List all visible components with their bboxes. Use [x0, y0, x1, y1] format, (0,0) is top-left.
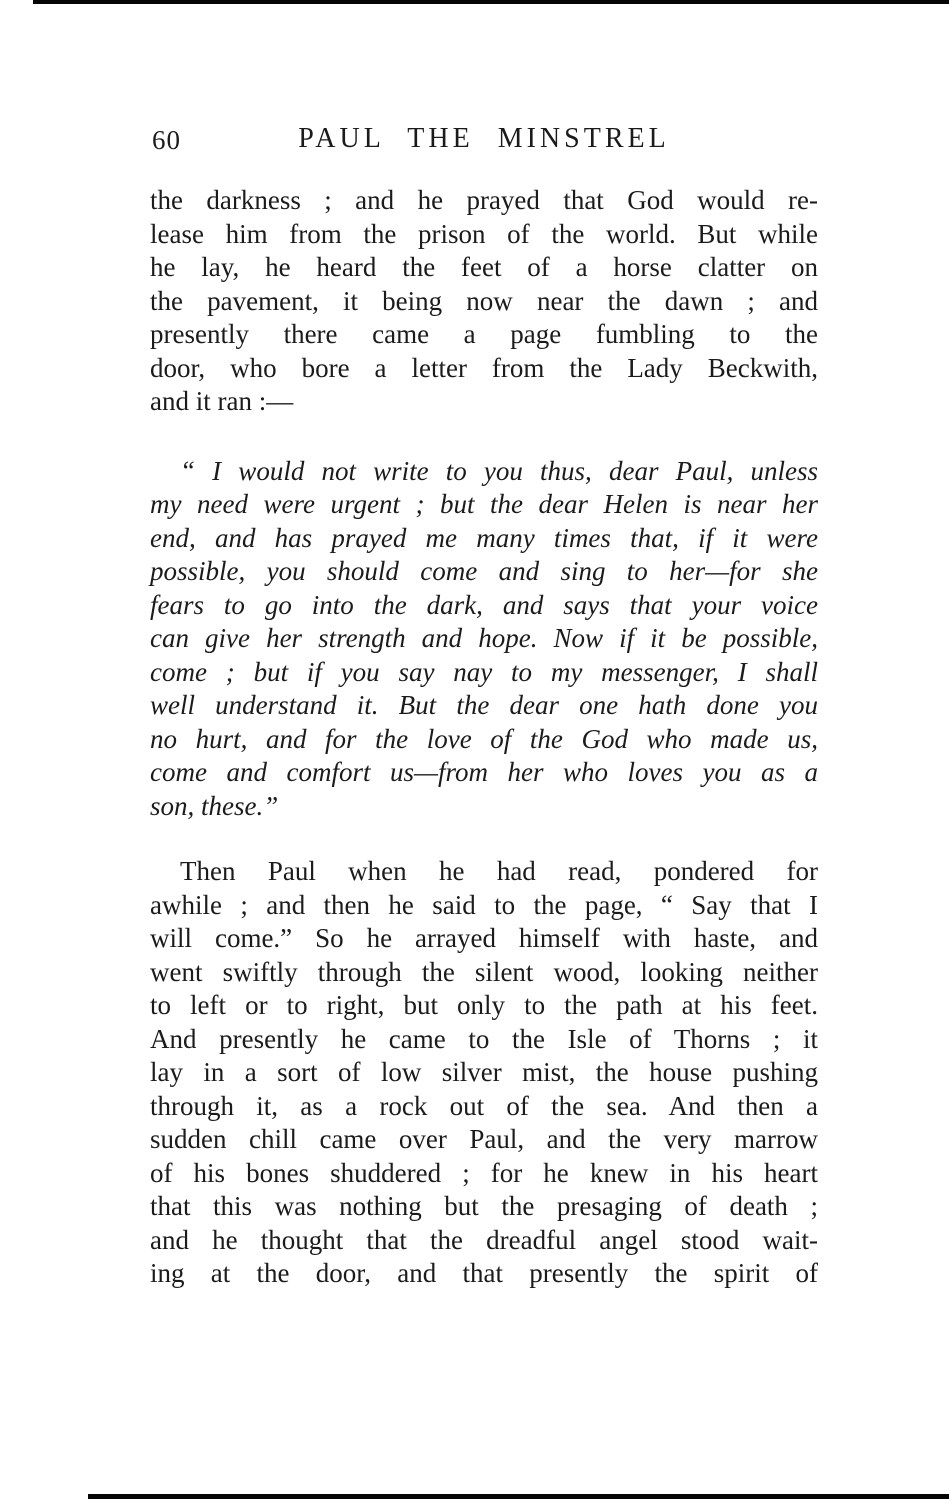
running-header	[150, 123, 818, 159]
text-line: the pavement, it being now near the dawn ; and	[150, 285, 818, 316]
text-line: of his bones shuddered ; for he knew in his heart	[150, 1157, 818, 1188]
text-line: ing at the door, and that presently the spirit of	[150, 1258, 818, 1288]
paragraph-continuation	[150, 184, 818, 419]
text-line: will come.” So he arrayed himself with haste, and	[150, 923, 818, 953]
page-body-text	[150, 184, 818, 1291]
text-line: he lay, he heard the feet of a horse clatter on	[150, 252, 818, 282]
text-line: through it, as a rock out of the sea. And then a	[150, 1090, 818, 1121]
text-line: went swiftly through the silent wood, looking neither	[150, 956, 818, 987]
text-line: “ I would not write to you thus, dear Paul, unless	[180, 455, 818, 486]
text-line: and he thought that the dreadful angel stood wait-	[150, 1224, 818, 1255]
text-line: son, these.”	[150, 790, 279, 821]
paragraph-after-letter	[150, 855, 818, 1291]
text-line: fears to go into the dark, and says that your voice	[150, 589, 818, 620]
scan-edge-top-line	[33, 0, 949, 4]
text-line: my need were urgent ; but the dear Helen is near her	[150, 489, 818, 519]
text-line: come and comfort us—from her who loves you as a	[150, 757, 818, 787]
text-line: well understand it. But the dear one hath done you	[150, 690, 818, 720]
text-line: sudden chill came over Paul, and the very marrow	[150, 1124, 818, 1154]
text-line: And presently he came to the Isle of Thorns ; it	[150, 1023, 818, 1054]
text-line: lease him from the prison of the world. But while	[150, 218, 818, 249]
text-line: lay in a sort of low silver mist, the house pushing	[150, 1057, 818, 1087]
text-line: door, who bore a letter from the Lady Beckwith,	[150, 352, 818, 383]
running-title: PAUL THE MINSTREL	[298, 123, 670, 154]
text-line: that this was nothing but the presaging of death ;	[150, 1191, 818, 1221]
text-line: Then Paul when he had read, pondered for	[180, 856, 818, 886]
text-line: to left or to right, but only to the path at his feet.	[150, 990, 818, 1020]
text-line: presently there came a page fumbling to the	[150, 319, 818, 349]
scan-edge-bottom-line	[88, 1494, 949, 1499]
text-line: no hurt, and for the love of the God who made us,	[150, 723, 818, 754]
text-line: awhile ; and then he said to the page, “ Say that I	[150, 889, 818, 920]
paragraph-letter-quote	[150, 455, 818, 824]
text-line: come ; but if you say nay to my messenger, I shall	[150, 656, 818, 687]
page-number: 60	[152, 125, 181, 155]
text-line: and it ran :—	[150, 386, 294, 416]
text-line: possible, you should come and sing to her—for she	[150, 556, 818, 586]
text-line: can give her strength and hope. Now if it be possible,	[150, 623, 818, 653]
text-line: end, and has prayed me many times that, if it were	[150, 522, 818, 553]
text-line: the darkness ; and he prayed that God would re-	[150, 185, 818, 215]
